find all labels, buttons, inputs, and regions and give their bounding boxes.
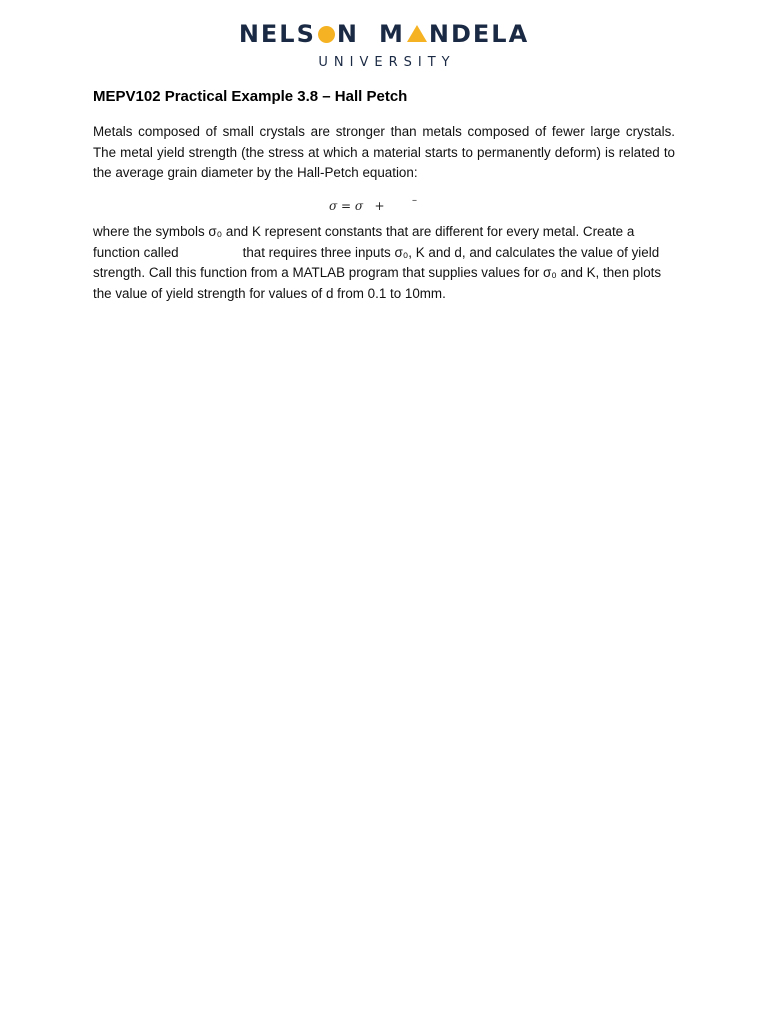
university-logo bbox=[0, 18, 768, 70]
logo-wordmark bbox=[0, 18, 768, 50]
logo-text-n: N bbox=[336, 20, 359, 48]
logo-text-nels: NELS bbox=[238, 20, 316, 48]
task-text-part1: where the symbols σ₀ and K represent constants that are different for every metal. Create a function called bbox=[93, 224, 635, 260]
document-title: MEPV102 Practical Example 3.8 – Hall Petch bbox=[93, 88, 408, 105]
task-text-part2: that requires three inputs σ₀, K and d, and calculates the value of yield strength. Call this function from a MATLAB program that supplies values for σ₀ and K, then plots the value of yield strength for values of d from 0.1 to 10mm. bbox=[93, 244, 662, 301]
logo-triangle-icon bbox=[407, 25, 427, 42]
intro-paragraph: Metals composed of small crystals are stronger than metals composed of fewer large crystals. The metal yield strength (the stress at which a material starts to permanently deform) is related to the average grain diameter by the Hall-Petch equation: bbox=[93, 124, 675, 180]
logo-text-ndela: NDELA bbox=[428, 20, 530, 48]
logo-circle-icon bbox=[318, 26, 335, 43]
logo-subtitle: UNIVERSITY bbox=[318, 55, 456, 70]
logo-text-m: M bbox=[378, 20, 405, 48]
equation-text: σ = σ + bbox=[329, 199, 385, 213]
equation-fragment: – bbox=[412, 195, 417, 206]
logo-word-nelson bbox=[239, 20, 359, 48]
task-paragraph bbox=[93, 222, 675, 304]
logo-word-mandela bbox=[379, 20, 529, 48]
